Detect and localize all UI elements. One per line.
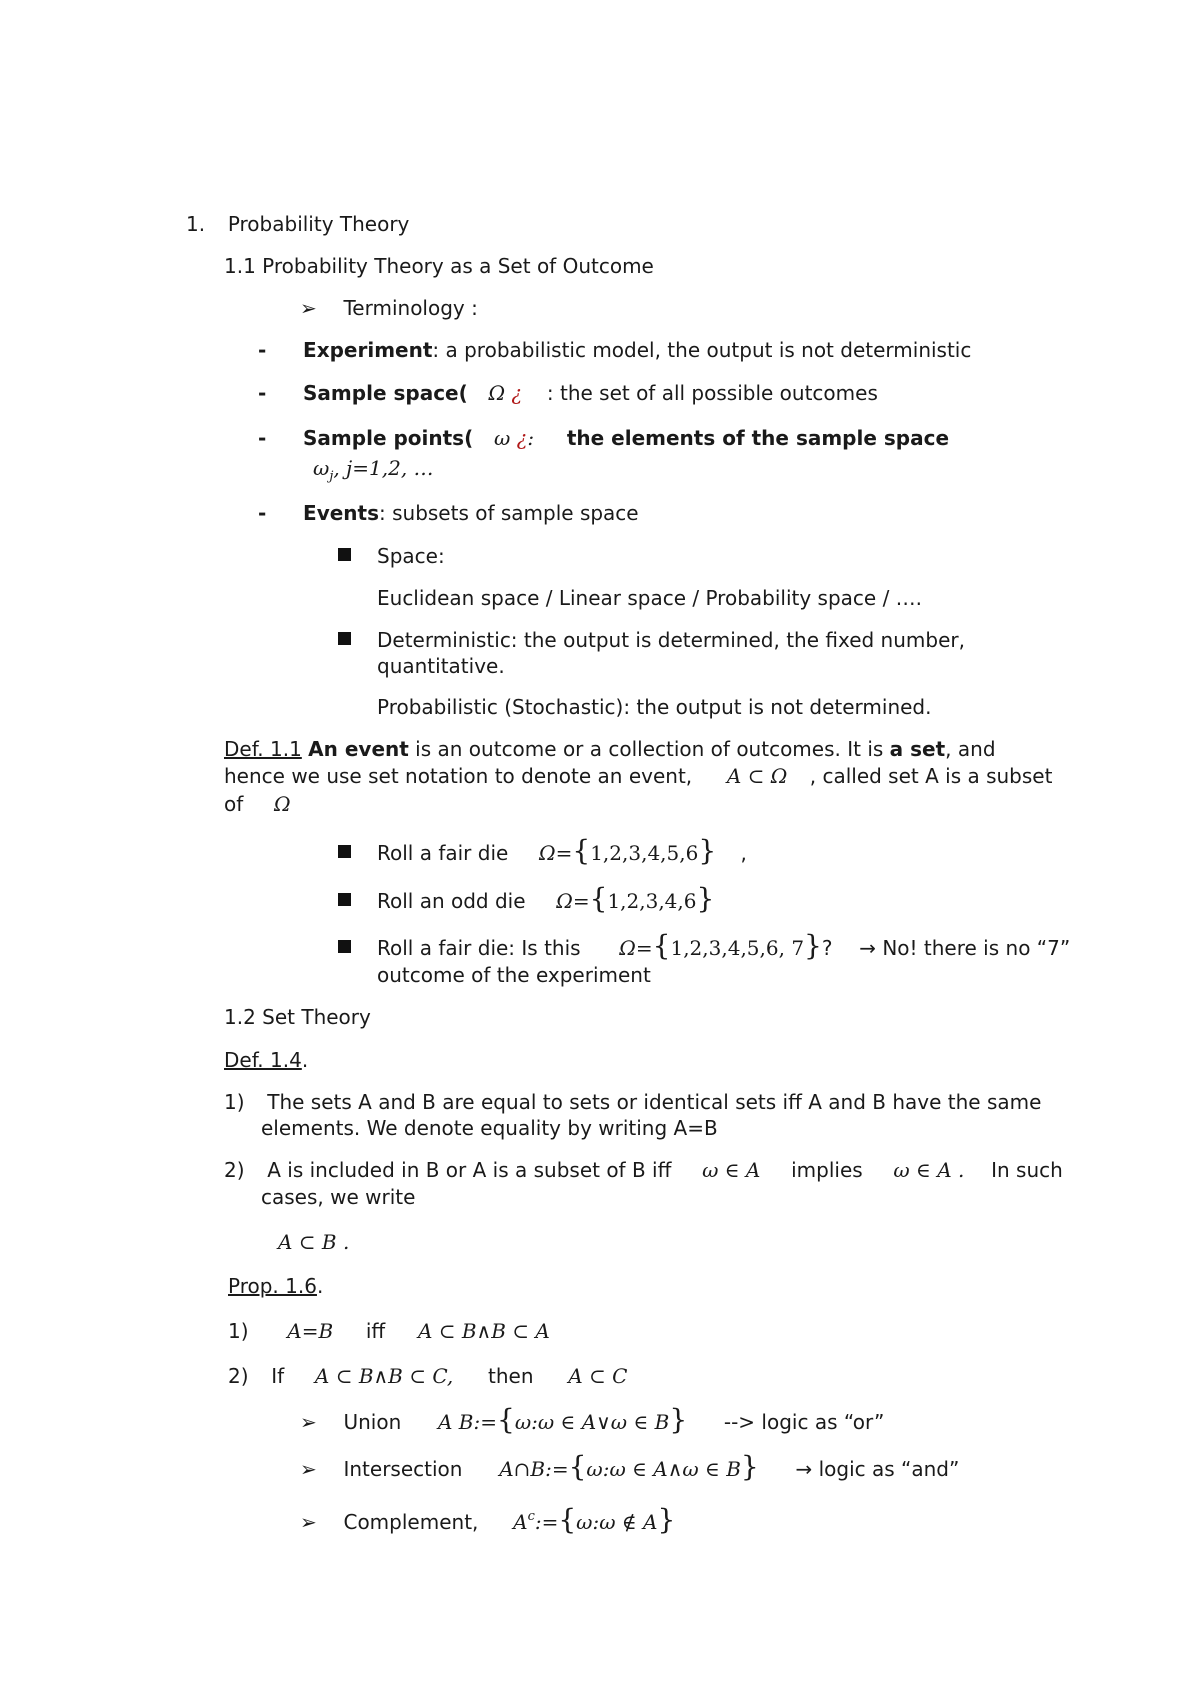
complement-item: ➢ Complement, $A^c:=\{\omega:\omega$ ∉ A}	[300, 1503, 676, 1536]
right-arrow-icon: →	[795, 1457, 813, 1481]
events-item	[258, 500, 639, 526]
arrow-bullet-icon: ➢	[300, 1457, 317, 1481]
example-fair-die: Roll a fair die Ω={1,2,3,4,5,6} ,	[377, 834, 747, 867]
formula-variable: ω	[313, 456, 330, 480]
section-1-2-heading: 1.2 Set Theory	[224, 1005, 371, 1029]
square-bullet-icon	[338, 935, 351, 961]
omega-symbol: Ω	[274, 792, 291, 816]
def-1-4-heading: Def. 1.4.	[224, 1048, 309, 1072]
probabilistic-line: Probabilistic (Stochastic): the output is not determined.	[377, 695, 932, 719]
term-sample-points: Sample points(	[303, 426, 474, 450]
proposition-reference: Prop. 1.6	[228, 1274, 317, 1298]
square-bullet-icon	[338, 627, 351, 653]
section-number: 1.	[186, 212, 206, 236]
section-1-1-heading	[224, 253, 654, 279]
example-fair-die-seven-line-2: outcome of the experiment	[377, 963, 651, 987]
space-description: Euclidean space / Linear space / Probability space / ….	[377, 586, 923, 610]
inverted-question-mark: ¿	[516, 426, 528, 450]
section-1-heading	[186, 211, 409, 237]
small-omega-symbol: ω	[493, 426, 511, 450]
experiment-item	[258, 337, 971, 363]
dashed-arrow-icon: -->	[723, 1410, 756, 1434]
formula-subscript: j	[329, 469, 334, 484]
subsection-title: 1.1 Probability Theory as a Set of Outcome	[224, 254, 654, 278]
events-definition: : subsets of sample space	[379, 501, 639, 525]
formula-index: , j=1,2, …	[333, 456, 434, 480]
space-label: Space:	[377, 544, 445, 568]
def-1-1-line-3: of Ω	[224, 792, 291, 816]
union-item: ➢ Union A B:={ω:ω ∈ A∨ω ∈ B} --> logic as “or”	[300, 1403, 885, 1436]
subset-formula: A ⊂ Ω	[726, 764, 788, 788]
arrow-bullet-icon: ➢	[300, 296, 317, 320]
terminology-item	[300, 295, 478, 321]
prop-1-6-item-2: 2) If A ⊂ B∧B ⊂ C, then A ⊂ C	[228, 1364, 628, 1388]
right-arrow-icon: →	[859, 936, 876, 960]
term-experiment: Experiment	[303, 338, 433, 362]
arrow-bullet-icon: ➢	[300, 1510, 317, 1534]
prop-1-6-heading: Prop. 1.6.	[228, 1274, 324, 1298]
square-bullet-icon	[338, 543, 351, 569]
terminology-label: Terminology :	[343, 296, 478, 320]
inverted-question-mark: ¿	[511, 381, 523, 405]
example-fair-die-seven: Roll a fair die: Is this Ω={1,2,3,4,5,6, 7}? → No! there is no “7”	[377, 929, 1071, 962]
dash-bullet: -	[258, 426, 267, 450]
dash-bullet: -	[258, 501, 267, 525]
omega-symbol: Ω	[488, 381, 506, 405]
dash-bullet: -	[258, 338, 267, 362]
square-bullet-icon	[338, 840, 351, 866]
sample-points-definition: the elements of the sample space	[566, 426, 950, 450]
section-title: Probability Theory	[227, 212, 410, 236]
example-odd-die: Roll an odd die Ω={1,2,3,4,6}	[377, 882, 715, 915]
prop-1-6-item-1: 1) A=B iff A ⊂ B∧B ⊂ A	[228, 1319, 550, 1343]
term-sample-space: Sample space(	[303, 381, 468, 405]
term-a-set: a set	[889, 737, 946, 761]
definition-reference: Def. 1.4	[224, 1048, 302, 1072]
def-1-1-line-1: Def. 1.1 An event is an outcome or a collection of outcomes. It is a set, and	[224, 737, 996, 761]
definition-reference: Def. 1.1	[224, 737, 302, 761]
colon: :	[527, 426, 535, 450]
def-1-4-item-2-line-2: cases, we write	[261, 1185, 416, 1209]
sample-points-formula	[313, 455, 434, 490]
def-1-4-item-2: 2) A is included in B or A is a subset of B iff ω ∈ A implies ω ∈ A . In such	[224, 1158, 1063, 1182]
term-an-event: An event	[308, 737, 409, 761]
def-1-4-item-1-line-2: elements. We denote equality by writing A=B	[261, 1116, 718, 1140]
sample-space-definition: : the set of all possible outcomes	[546, 381, 878, 405]
arrow-bullet-icon: ➢	[300, 1410, 317, 1434]
square-bullet-icon	[338, 888, 351, 914]
intersection-item: ➢ Intersection A∩B:={ω:ω ∈ A∧ω ∈ B} → logic as “and”	[300, 1450, 960, 1483]
term-events: Events	[303, 501, 379, 525]
sample-space-item	[258, 380, 878, 406]
experiment-definition: : a probabilistic model, the output is not deterministic	[432, 338, 972, 362]
def-1-4-item-1: 1) The sets A and B are equal to sets or identical sets iff A and B have the same	[224, 1090, 1042, 1114]
deterministic-line-2: quantitative.	[377, 654, 505, 678]
def-1-1-line-2: hence we use set notation to denote an event, A ⊂ Ω , called set A is a subset	[224, 764, 1053, 788]
subset-formula-display: A ⊂ B .	[278, 1230, 350, 1254]
deterministic-line-1: Deterministic: the output is determined, the fixed number,	[377, 628, 965, 652]
dash-bullet: -	[258, 381, 267, 405]
sample-points-item	[258, 425, 949, 451]
